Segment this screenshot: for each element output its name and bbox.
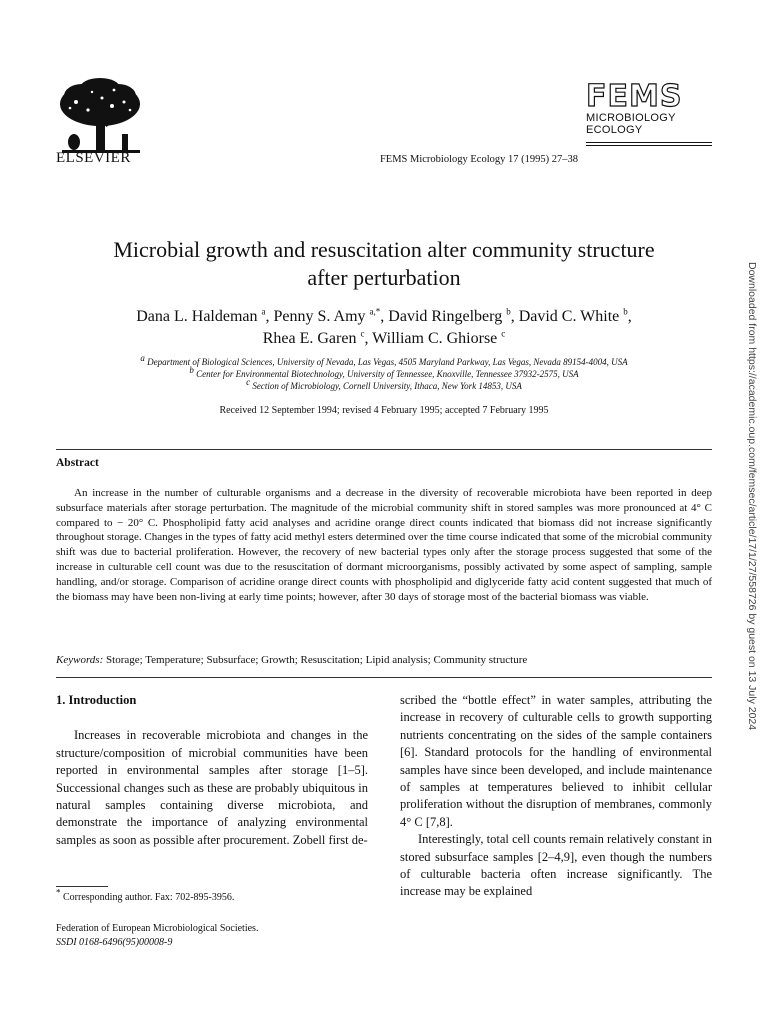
affiliation-item xyxy=(60,377,708,392)
footnote xyxy=(56,887,235,903)
publisher-line: Federation of European Microbiological Societies. xyxy=(56,923,259,934)
author-affil-mark: b xyxy=(623,306,628,317)
publisher-info xyxy=(56,922,258,950)
author-name: David C. White xyxy=(518,308,620,325)
author-affil-mark: c xyxy=(360,328,365,339)
affiliation-text: Center for Environmental Biotechnology, University of Tennessee, Knoxville, Tennessee 37932-2575, USA xyxy=(196,369,579,379)
fems-rule xyxy=(586,142,712,143)
affiliation-item xyxy=(60,353,708,368)
fems-subtitle-line1: MICROBIOLOGY xyxy=(586,112,676,124)
fems-subtitle-line2: ECOLOGY xyxy=(586,124,643,136)
journal-citation xyxy=(0,154,718,165)
affiliation-text: Department of Biological Sciences, University of Nevada, Las Vegas, 4505 Maryland Parkway, Las Vegas, Nevada 89154-4004, USA xyxy=(147,357,628,367)
author-name: David Ringelberg xyxy=(388,308,503,325)
author-affil-mark: a xyxy=(261,306,266,317)
fems-logo xyxy=(586,79,712,148)
intro-paragraph: Interestingly, total cell counts remain relatively constant in stored subsurface samples [2–4,9], even though the numbers of culturable bacteria often increase significantly. The increase may be explained xyxy=(400,832,712,899)
author-name: William C. Ghiorse xyxy=(372,330,498,347)
ssdi-code: SSDI 0168-6496(95)00008-9 xyxy=(56,937,173,948)
keywords xyxy=(56,654,712,666)
divider xyxy=(56,677,712,678)
author-list xyxy=(60,306,708,350)
left-column xyxy=(56,692,368,849)
author-name: Rhea E. Garen xyxy=(262,330,357,347)
affiliation-mark: b xyxy=(189,365,194,375)
keywords-list: Storage; Temperature; Subsurface; Growth; Resuscitation; Lipid analysis; Community structure xyxy=(106,654,528,666)
footnote-mark: * xyxy=(56,887,61,898)
author-name: Dana L. Haldeman xyxy=(136,308,258,325)
download-watermark-text: Downloaded from https://academic.oup.com/femsec/article/17/1/27/558726 by guest on 13 July 2024 xyxy=(746,262,758,731)
footnote-rule xyxy=(56,886,108,887)
intro-paragraph: Increases in recoverable microbiota and changes in the structure/composition of microbial communities have been reported in environmental samples after storage [1–5]. Successional changes such as these are probably ubiquitous in natural samples containing diverse microbiota, and demonstrate the importance of analyzing environmental samples as soon as possible after procurement. Zobell first de- xyxy=(56,728,368,847)
journal-citation-text: FEMS Microbiology Ecology 17 (1995) 27–38 xyxy=(379,154,579,165)
abstract-body: An increase in the number of culturable organisms and a decrease in the diversity of recoverable microbiota have been reported in deep subsurface materials after storage perturbation. The magnitude of the microbial community shift in stored samples was more pronounced at 4° C compared to − 20° C. Phospholipid fatty acid analyses and acridine orange direct counts indicated that biomass did not increase significantly throughout storage. Changes in the types of fatty acid methyl esters determined over the time course indicated that some of the microbial community shift was due to bacterial proliferation. However, the recovery of new bacterial types only after the storage process suggested that some of the increase in culturable cell count was due to the resuscitation of dormant microorganisms, possibly activated by some aspect of sampling, sample handling, and/or storage. Comparison of acridine orange direct counts with phospholipid and diglyceride fatty acid content suggested that much of the biomass may have been non-living at early time points; however, after 30 days of storage most of the bacterial biomass was viable. xyxy=(56,487,712,603)
author-affil-mark: a,* xyxy=(369,306,381,317)
keywords-label: Keywords: xyxy=(56,654,104,666)
author-affil-mark: b xyxy=(506,306,511,317)
divider xyxy=(56,449,712,450)
author-line-2: Rhea E. Garen $^c$, William C. Ghiorse $^c$ xyxy=(262,328,506,347)
author-line-1: Dana L. Haldeman $^a$, Penny S. Amy $^{a,*}$, David Ringelberg $^b$, David C. White $^b$, xyxy=(136,306,632,325)
affiliation-mark: a xyxy=(140,353,145,363)
section-heading: 1. Introduction xyxy=(56,693,137,707)
abstract-heading: Abstract xyxy=(56,457,99,469)
right-column xyxy=(400,692,712,901)
footnote-text: Corresponding author. Fax: 702-895-3956. xyxy=(63,892,235,903)
fems-logo-mark: FEMS xyxy=(586,79,683,114)
affiliation-item xyxy=(60,365,708,380)
author-affil-mark: c xyxy=(501,328,506,339)
publisher-wordmark: ELSEVIER xyxy=(56,150,131,166)
author-name: Penny S. Amy xyxy=(273,308,366,325)
article-title xyxy=(60,236,708,292)
download-watermark xyxy=(740,262,764,762)
title-line-2: after perturbation xyxy=(307,265,461,290)
affiliation-mark: c xyxy=(246,377,251,387)
affiliation-text: Section of Microbiology, Cornell University, Ithaca, New York 14853, USA xyxy=(252,381,522,391)
intro-paragraph-continued: scribed the “bottle effect” in water samples, attributing the increase in recovery of culturable cells to growth supporting nutrients concentrating on the sides of the sample containers [6]. Standard protocols for the handling of environmental samples have since been developed, and include maintenance of samples at temperatures believed to inhibit cellular proliferation without the disruption of membranes, commonly 4° C [7,8]. xyxy=(400,693,712,829)
affiliations xyxy=(60,353,708,392)
received-dates: Received 12 September 1994; revised 4 February 1995; accepted 7 February 1995 xyxy=(219,405,549,416)
title-line-1: Microbial growth and resuscitation alter community structure xyxy=(113,237,655,262)
fems-rule xyxy=(586,145,712,146)
